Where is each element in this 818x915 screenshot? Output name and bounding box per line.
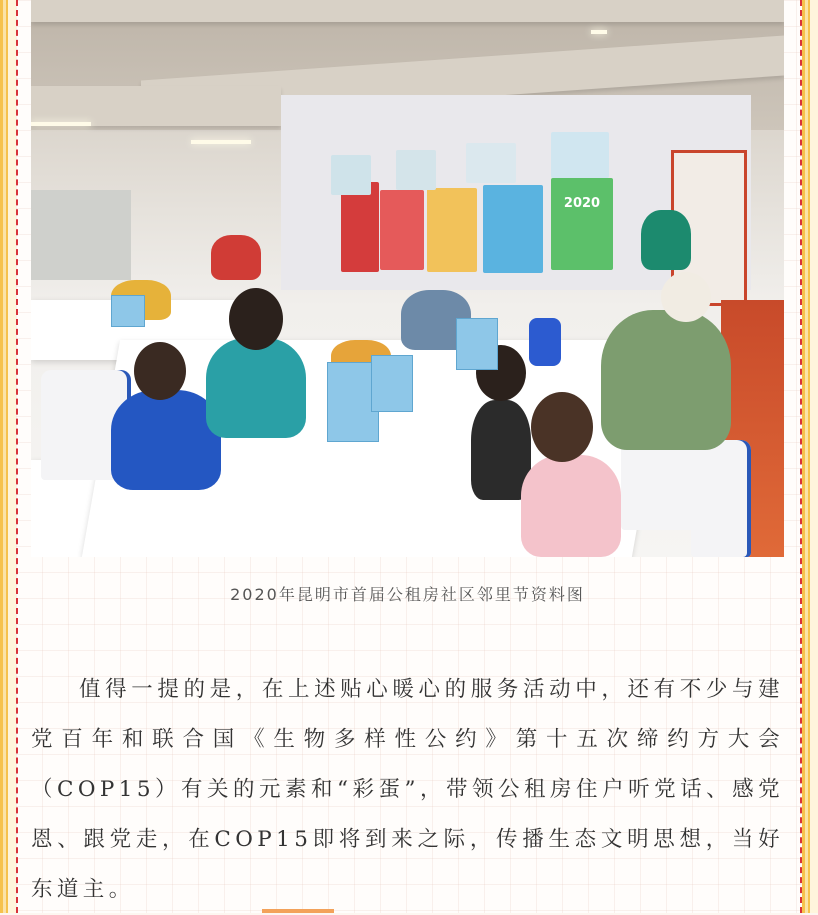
photo-head bbox=[661, 272, 711, 322]
photo-woman-teal bbox=[206, 338, 306, 438]
photo-head bbox=[531, 392, 593, 462]
left-dashed-line bbox=[16, 0, 18, 913]
photo-gift-bag bbox=[371, 355, 413, 412]
photo-chair bbox=[691, 440, 751, 557]
ceiling-light bbox=[591, 30, 607, 34]
photo-beam bbox=[31, 86, 281, 126]
photo-person-red bbox=[211, 235, 261, 280]
photo-woman-green bbox=[601, 310, 731, 450]
right-decorative-border bbox=[802, 0, 818, 913]
photo-banner bbox=[427, 188, 477, 272]
photo-girl-pink bbox=[521, 455, 621, 557]
photo-child-blue-jacket bbox=[111, 390, 221, 490]
photo-banner bbox=[551, 178, 613, 270]
photo-blue-bag bbox=[529, 318, 561, 366]
right-dashed-line bbox=[800, 0, 802, 913]
photo-beam bbox=[31, 0, 784, 22]
photo-banner bbox=[380, 190, 424, 270]
photo-caption: 2020年昆明市首届公租房社区邻里节资料图 bbox=[230, 585, 585, 604]
event-photo bbox=[31, 0, 784, 557]
ceiling-light bbox=[191, 140, 251, 144]
left-decorative-border bbox=[0, 0, 16, 913]
photo-poster bbox=[331, 155, 371, 195]
photo-banner bbox=[483, 185, 543, 273]
photo-lockers bbox=[31, 190, 131, 280]
photo-gift-bag bbox=[456, 318, 498, 370]
photo-head bbox=[229, 288, 283, 350]
ceiling-light bbox=[31, 122, 91, 126]
article-paragraph: 值得一提的是，在上述贴心暖心的服务活动中，还有不少与建党百年和联合国《生物多样性公约》第十五次缔约方大会（COP15）有关的元素和“彩蛋”，带领公租房住户听党话、感党恩、跟党走，在COP15即将到来之际，传播生态文明思想，当好东道主。 bbox=[31, 677, 784, 902]
photo-head bbox=[134, 342, 186, 400]
banner-year: 2020 bbox=[563, 196, 601, 211]
photo-poster bbox=[551, 132, 609, 178]
bottom-accent-bar bbox=[262, 909, 334, 913]
photo-person-green bbox=[641, 210, 691, 270]
photo-banner bbox=[341, 182, 379, 272]
photo-poster bbox=[396, 150, 436, 190]
photo-poster bbox=[466, 143, 516, 183]
photo-gift-bag bbox=[111, 295, 145, 327]
